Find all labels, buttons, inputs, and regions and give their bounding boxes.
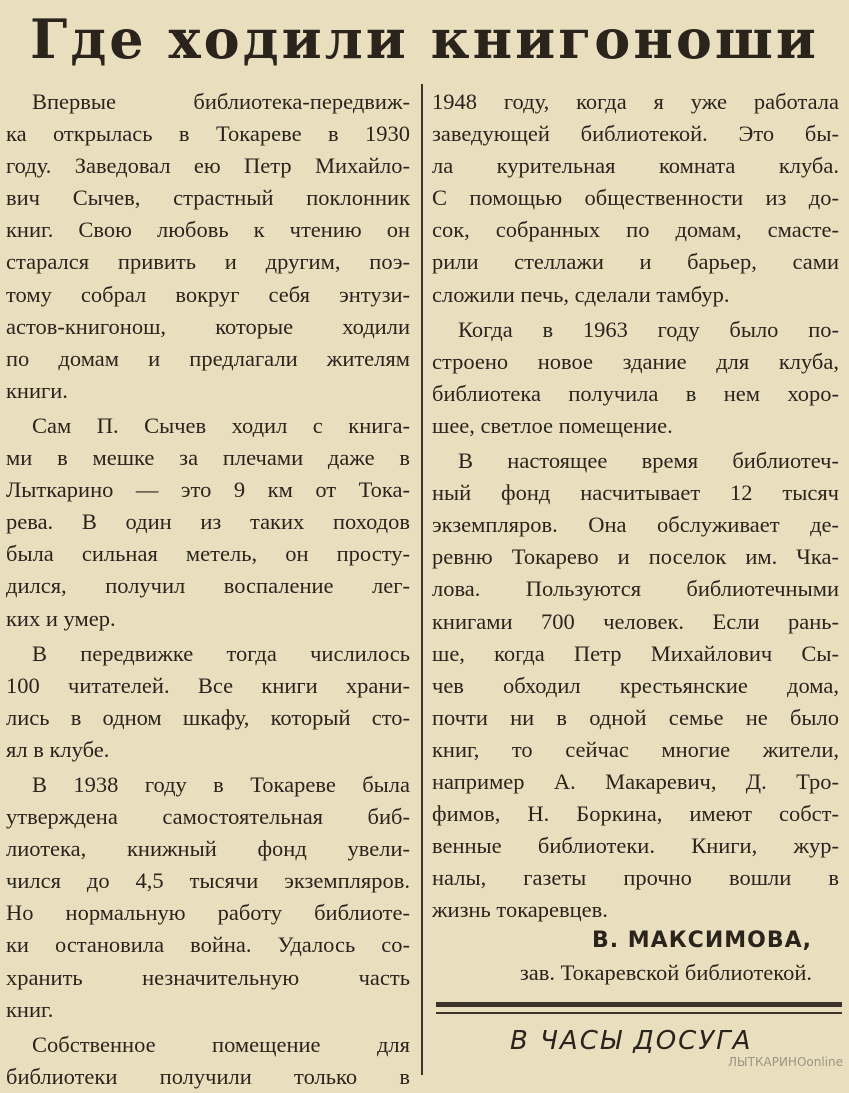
text-line: жизнь токаревцев.: [432, 897, 608, 923]
article-column-right: [432, 86, 839, 926]
text-line: Сам П. Сычев ходил с книга-: [32, 412, 410, 438]
text-line: шее, светлое помещение.: [432, 412, 673, 438]
text-line: ка открылась в Токареве в 1930: [6, 121, 410, 147]
text-line: ный фонд насчитывает 12 тысяч: [432, 480, 839, 506]
text-line: ки остановила война. Удалось со-: [6, 932, 410, 958]
text-line: ял в клубе.: [6, 736, 110, 762]
author-role: зав. Токаревской библиотекой.: [519, 960, 812, 985]
text-line: сок, собранных по домам, смасте-: [432, 217, 839, 243]
text-line: венные библиотеки. Книги, жур-: [432, 833, 839, 859]
text-line: 100 читателей. Все книги храни-: [6, 672, 410, 698]
text-line: чился до 4,5 тысячи экземпляров.: [6, 868, 410, 894]
paragraph: [432, 445, 839, 926]
text-line: С помощью общественности из до-: [432, 185, 839, 211]
text-line: хранить незначительную часть: [6, 964, 410, 990]
text-line: дился, получил воспаление лег-: [6, 573, 410, 599]
text-line: книг.: [6, 996, 54, 1022]
text-line: по домам и предлагали жителям: [6, 345, 410, 371]
paragraph: [6, 1029, 410, 1093]
text-line: экземпляров. Она обслуживает де-: [432, 512, 839, 538]
text-line: астов-книгонош, которые ходили: [6, 313, 410, 339]
article-column-left: [6, 86, 410, 1093]
paragraph: [432, 86, 839, 311]
text-line: например А. Макаревич, Д. Тро-: [432, 768, 839, 794]
text-line: Впервые библиотека-передвиж-: [32, 89, 410, 114]
text-line: лова. Пользуются библиотечными: [432, 576, 839, 602]
author-name: В. МАКСИМОВА,: [592, 928, 812, 953]
text-line: В настоящее время библиотеч-: [458, 448, 839, 474]
text-line: лись в одном шкафу, который сто-: [6, 704, 410, 730]
section-rule-thick: [436, 1002, 842, 1007]
article-title: Где ходили книгоноши: [30, 7, 819, 71]
text-line: книгами 700 человек. Если рань-: [432, 608, 839, 634]
paragraph: [6, 86, 410, 407]
text-line: Но нормальную работу библиоте-: [6, 900, 410, 926]
text-line: чев обходил крестьянские дома,: [432, 672, 839, 698]
text-line: книги.: [6, 377, 68, 403]
text-line: налы, газеты прочно вошли в: [432, 865, 839, 891]
column-divider: [421, 84, 423, 1075]
text-line: ла курительная комната клуба.: [432, 153, 839, 179]
text-line: ревню Токарево и поселок им. Чка-: [432, 544, 839, 570]
text-line: сложили печь, сделали тамбур.: [432, 281, 730, 307]
text-line: ше, когда Петр Михайлович Сы-: [432, 640, 839, 666]
paragraph: [6, 638, 410, 766]
text-line: Собственное помещение для: [32, 1031, 410, 1057]
text-line: утверждена самостоятельная биб-: [6, 804, 410, 830]
text-line: рили стеллажи и барьер, сами: [432, 249, 839, 275]
text-line: Лыткарино — это 9 км от Тока-: [6, 477, 410, 503]
paragraph: [6, 769, 410, 1026]
text-line: библиотека получила в нем хоро-: [432, 380, 839, 406]
text-line: старался привить и другим, поэ-: [6, 249, 410, 275]
text-line: строено новое здание для клуба,: [432, 348, 839, 374]
paragraph: [432, 314, 839, 442]
text-line: 1948 году, когда я уже работала: [432, 89, 839, 114]
text-line: В 1938 году в Токареве была: [32, 771, 410, 797]
text-line: почти ни в одной семье не было: [432, 704, 839, 730]
text-line: тому собрал вокруг себя энтузи-: [6, 281, 410, 307]
text-line: фимов, Н. Боркина, имеют собст-: [432, 801, 839, 827]
text-line: заведующей библиотекой. Это бы-: [432, 121, 839, 147]
text-line: В передвижке тогда числилось: [32, 640, 410, 666]
text-line: была сильная метель, он просту-: [6, 541, 410, 567]
text-line: Когда в 1963 году было по-: [458, 316, 839, 342]
next-section-heading: В ЧАСЫ ДОСУГА: [510, 1026, 753, 1056]
text-line: ких и умер.: [6, 605, 116, 631]
section-rule-thin: [436, 1012, 842, 1014]
text-line: ми в мешке за плечами даже в: [6, 445, 410, 471]
text-line: рева. В один из таких походов: [6, 509, 410, 535]
text-line: книг, то сейчас многие жители,: [432, 736, 839, 762]
text-line: году. Заведовал ею Петр Михайло-: [6, 153, 410, 179]
text-line: лиотека, книжный фонд увели-: [6, 836, 410, 862]
text-line: вич Сычев, страстный поклонник: [6, 185, 410, 211]
paragraph: [6, 410, 410, 635]
site-watermark: ЛЫТКАРИНОonline: [728, 1055, 843, 1069]
text-line: библиотеки получили только в: [6, 1063, 410, 1089]
text-line: книг. Свою любовь к чтению он: [6, 217, 410, 243]
